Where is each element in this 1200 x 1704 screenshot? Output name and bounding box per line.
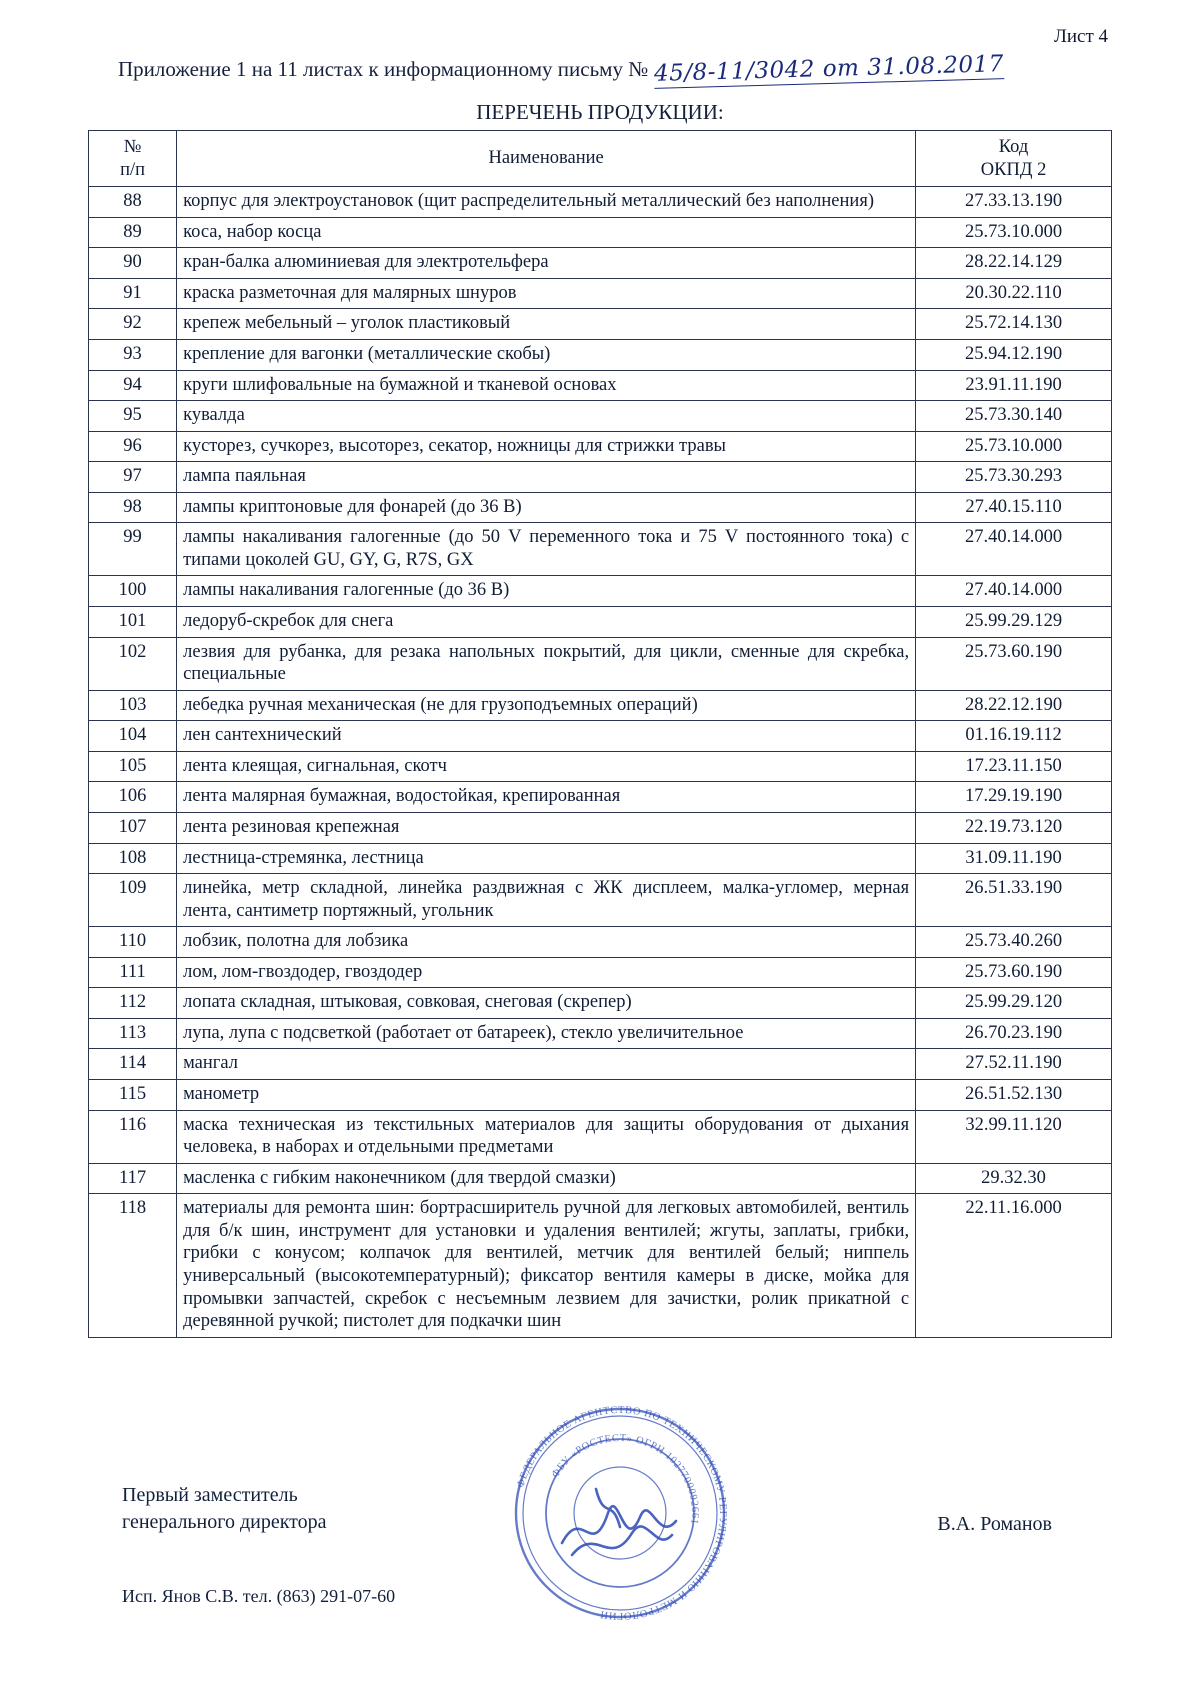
row-okpd-code: 17.23.11.150 (916, 751, 1112, 782)
row-okpd-code: 27.40.14.000 (916, 523, 1112, 576)
table-row (89, 431, 1112, 462)
table-row (89, 462, 1112, 493)
row-product-name: лезвия для рубанка, для резака напольных покрытий, для цикли, сменные для скребка, специальные (177, 637, 916, 690)
row-number: 99 (89, 523, 177, 576)
column-header-code (916, 131, 1112, 187)
column-header-name: Наименование (177, 131, 916, 187)
row-okpd-code: 28.22.14.129 (916, 248, 1112, 279)
row-product-name: кувалда (177, 401, 916, 432)
row-okpd-code: 25.73.30.293 (916, 462, 1112, 493)
row-number: 109 (89, 874, 177, 927)
table-body (89, 187, 1112, 1338)
row-okpd-code: 27.52.11.190 (916, 1049, 1112, 1080)
table-row (89, 690, 1112, 721)
row-number: 93 (89, 339, 177, 370)
row-number: 96 (89, 431, 177, 462)
row-number: 113 (89, 1018, 177, 1049)
row-okpd-code: 27.40.15.110 (916, 492, 1112, 523)
table-row (89, 957, 1112, 988)
row-product-name: мангал (177, 1049, 916, 1080)
table-row (89, 637, 1112, 690)
row-product-name: лампы накаливания галогенные (до 50 V переменного тока и 75 V постоянного тока) с типами цоколей GU, GY, G, R7S, GX (177, 523, 916, 576)
table-row (89, 607, 1112, 638)
row-number: 88 (89, 187, 177, 218)
row-okpd-code: 25.94.12.190 (916, 339, 1112, 370)
row-product-name: лента малярная бумажная, водостойкая, крепированная (177, 782, 916, 813)
row-product-name: краска разметочная для малярных шнуров (177, 278, 916, 309)
row-number: 105 (89, 751, 177, 782)
row-product-name: лампа паяльная (177, 462, 916, 493)
table-row (89, 248, 1112, 279)
row-okpd-code: 25.73.40.260 (916, 927, 1112, 958)
row-product-name: лебедка ручная механическая (не для грузоподъемных операций) (177, 690, 916, 721)
letter-reference-line (118, 51, 1005, 87)
table-row (89, 1110, 1112, 1163)
row-number: 90 (89, 248, 177, 279)
table-row (89, 1080, 1112, 1111)
row-okpd-code: 27.33.13.190 (916, 187, 1112, 218)
row-okpd-code: 25.73.60.190 (916, 637, 1112, 690)
table-row (89, 1049, 1112, 1080)
row-product-name: лестница-стремянка, лестница (177, 843, 916, 874)
row-product-name: лампы криптоновые для фонарей (до 36 В) (177, 492, 916, 523)
column-header-number (89, 131, 177, 187)
svg-text:ФБУ «РОСТЕСТ» ОГРН 10277000926: ФБУ «РОСТЕСТ» ОГРН 1027700092661 (550, 1432, 701, 1526)
row-number: 115 (89, 1080, 177, 1111)
table-row (89, 576, 1112, 607)
table-row (89, 309, 1112, 340)
row-number: 104 (89, 721, 177, 752)
page-title: ПЕРЕЧЕНЬ ПРОДУКЦИИ: (476, 100, 724, 124)
row-number: 92 (89, 309, 177, 340)
row-okpd-code: 25.72.14.130 (916, 309, 1112, 340)
row-number: 89 (89, 217, 177, 248)
row-number: 108 (89, 843, 177, 874)
row-okpd-code: 28.22.12.190 (916, 690, 1112, 721)
row-product-name: лен сантехнический (177, 721, 916, 752)
row-number: 112 (89, 988, 177, 1019)
row-number: 110 (89, 927, 177, 958)
table-row (89, 751, 1112, 782)
row-product-name: круги шлифовальные на бумажной и тканевой основах (177, 370, 916, 401)
row-number: 103 (89, 690, 177, 721)
sheet-number: Лист 4 (1053, 26, 1108, 47)
row-product-name: коса, набор косца (177, 217, 916, 248)
table-row (89, 492, 1112, 523)
row-number: 98 (89, 492, 177, 523)
letter-reference-text: Приложение 1 на 11 листах к информационному письму № (118, 57, 649, 81)
table-row (89, 339, 1112, 370)
official-round-stamp (500, 1393, 740, 1633)
column-header-number-line2: п/п (120, 159, 146, 180)
table-row (89, 401, 1112, 432)
row-product-name: лента клеящая, сигнальная, скотч (177, 751, 916, 782)
row-okpd-code: 32.99.11.120 (916, 1110, 1112, 1163)
table-row (89, 782, 1112, 813)
table-row (89, 217, 1112, 248)
row-okpd-code: 20.30.22.110 (916, 278, 1112, 309)
table-row (89, 187, 1112, 218)
row-okpd-code: 25.73.60.190 (916, 957, 1112, 988)
table-header-row (89, 131, 1112, 187)
row-number: 106 (89, 782, 177, 813)
row-product-name: маска техническая из текстильных материалов для защиты оборудования от дыхания человека, в наборах и отдельными предметами (177, 1110, 916, 1163)
table-head (89, 131, 1112, 187)
row-product-name: лента резиновая крепежная (177, 812, 916, 843)
row-number: 100 (89, 576, 177, 607)
row-product-name: линейка, метр складной, линейка раздвижная с ЖК дисплеем, малка-угломер, мерная лента, сантиметр портяжный, угольник (177, 874, 916, 927)
letter-number-handwritten: 45/8-11/3042 от 31.08.2017 (653, 51, 1005, 87)
row-product-name: корпус для электроустановок (щит распределительный металлический без наполнения) (177, 187, 916, 218)
row-number: 102 (89, 637, 177, 690)
row-okpd-code: 25.99.29.129 (916, 607, 1112, 638)
table-row (89, 721, 1112, 752)
table-row (89, 927, 1112, 958)
row-number: 114 (89, 1049, 177, 1080)
row-okpd-code: 25.73.10.000 (916, 217, 1112, 248)
table-row (89, 843, 1112, 874)
row-okpd-code: 29.32.30 (916, 1163, 1112, 1194)
row-okpd-code: 25.73.30.140 (916, 401, 1112, 432)
table-row (89, 1163, 1112, 1194)
row-number: 111 (89, 957, 177, 988)
row-number: 95 (89, 401, 177, 432)
row-product-name: манометр (177, 1080, 916, 1111)
row-okpd-code: 27.40.14.000 (916, 576, 1112, 607)
row-product-name: крепеж мебельный – уголок пластиковый (177, 309, 916, 340)
table-row (89, 988, 1112, 1019)
row-okpd-code: 22.11.16.000 (916, 1194, 1112, 1337)
row-product-name: масленка с гибким наконечником (для твердой смазки) (177, 1163, 916, 1194)
signatory-position (122, 1482, 327, 1536)
row-number: 117 (89, 1163, 177, 1194)
column-header-code-line1: Код (998, 137, 1029, 157)
row-product-name: ледоруб-скребок для снега (177, 607, 916, 638)
table-row (89, 370, 1112, 401)
row-product-name: крепление для вагонки (металлические скобы) (177, 339, 916, 370)
row-product-name: лупа, лупа с подсветкой (работает от батареек), стекло увеличительное (177, 1018, 916, 1049)
table-row (89, 874, 1112, 927)
row-number: 94 (89, 370, 177, 401)
svg-text:ФЕДЕРАЛЬНОЕ АГЕНТСТВО ПО ТЕХНИ: ФЕДЕРАЛЬНОЕ АГЕНТСТВО ПО ТЕХНИЧЕСКОМУ РЕГУЛИРОВАНИЮ И МЕТРОЛОГИИ (515, 1404, 729, 1622)
row-number: 91 (89, 278, 177, 309)
row-product-name: лобзик, полотна для лобзика (177, 927, 916, 958)
row-number: 101 (89, 607, 177, 638)
products-table (88, 130, 1112, 1338)
row-product-name: лопата складная, штыковая, совковая, снеговая (скрепер) (177, 988, 916, 1019)
row-okpd-code: 25.99.29.120 (916, 988, 1112, 1019)
table-row (89, 278, 1112, 309)
table-row (89, 1018, 1112, 1049)
row-number: 97 (89, 462, 177, 493)
column-header-code-line2: ОКПД 2 (980, 159, 1047, 180)
row-product-name: лампы накаливания галогенные (до 36 В) (177, 576, 916, 607)
table-row (89, 1194, 1112, 1337)
row-okpd-code: 17.29.19.190 (916, 782, 1112, 813)
row-product-name: лом, лом-гвоздодер, гвоздодер (177, 957, 916, 988)
table-row (89, 812, 1112, 843)
row-number: 107 (89, 812, 177, 843)
executor-contact: Исп. Янов С.В. тел. (863) 291-07-60 (122, 1586, 396, 1606)
row-product-name: материалы для ремонта шин: бортрасширитель ручной для легковых автомобилей, вентиль для б/к шин, инструмент для установки и удаления вентилей; жгуты, заплаты, грибки, грибки с конусом; колпачок для вентилей, метчик для вентилей белый; ниппель универсальный (высокотемпературный); фиксатор вентиля камеры в диске, мойка для промывки запчастей, скребок с несъемным лезвием для зачистки, ролик прикатной с деревянной ручкой; пистолет для подкачки шин (177, 1194, 916, 1337)
row-okpd-code: 01.16.19.112 (916, 721, 1112, 752)
signatory-position-line2: генерального директора (122, 1511, 327, 1533)
signatory-position-line1: Первый заместитель (122, 1484, 298, 1506)
column-header-number-line1: № (123, 137, 142, 157)
row-okpd-code: 31.09.11.190 (916, 843, 1112, 874)
row-product-name: кусторез, сучкорез, высоторез, секатор, ножницы для стрижки травы (177, 431, 916, 462)
row-okpd-code: 22.19.73.120 (916, 812, 1112, 843)
row-okpd-code: 26.70.23.190 (916, 1018, 1112, 1049)
row-number: 116 (89, 1110, 177, 1163)
signatory-name: В.А. Романов (937, 1513, 1052, 1535)
table-row (89, 523, 1112, 576)
row-product-name: кран-балка алюминиевая для электротельфера (177, 248, 916, 279)
row-okpd-code: 25.73.10.000 (916, 431, 1112, 462)
row-okpd-code: 26.51.33.190 (916, 874, 1112, 927)
row-okpd-code: 23.91.11.190 (916, 370, 1112, 401)
row-okpd-code: 26.51.52.130 (916, 1080, 1112, 1111)
row-number: 118 (89, 1194, 177, 1337)
